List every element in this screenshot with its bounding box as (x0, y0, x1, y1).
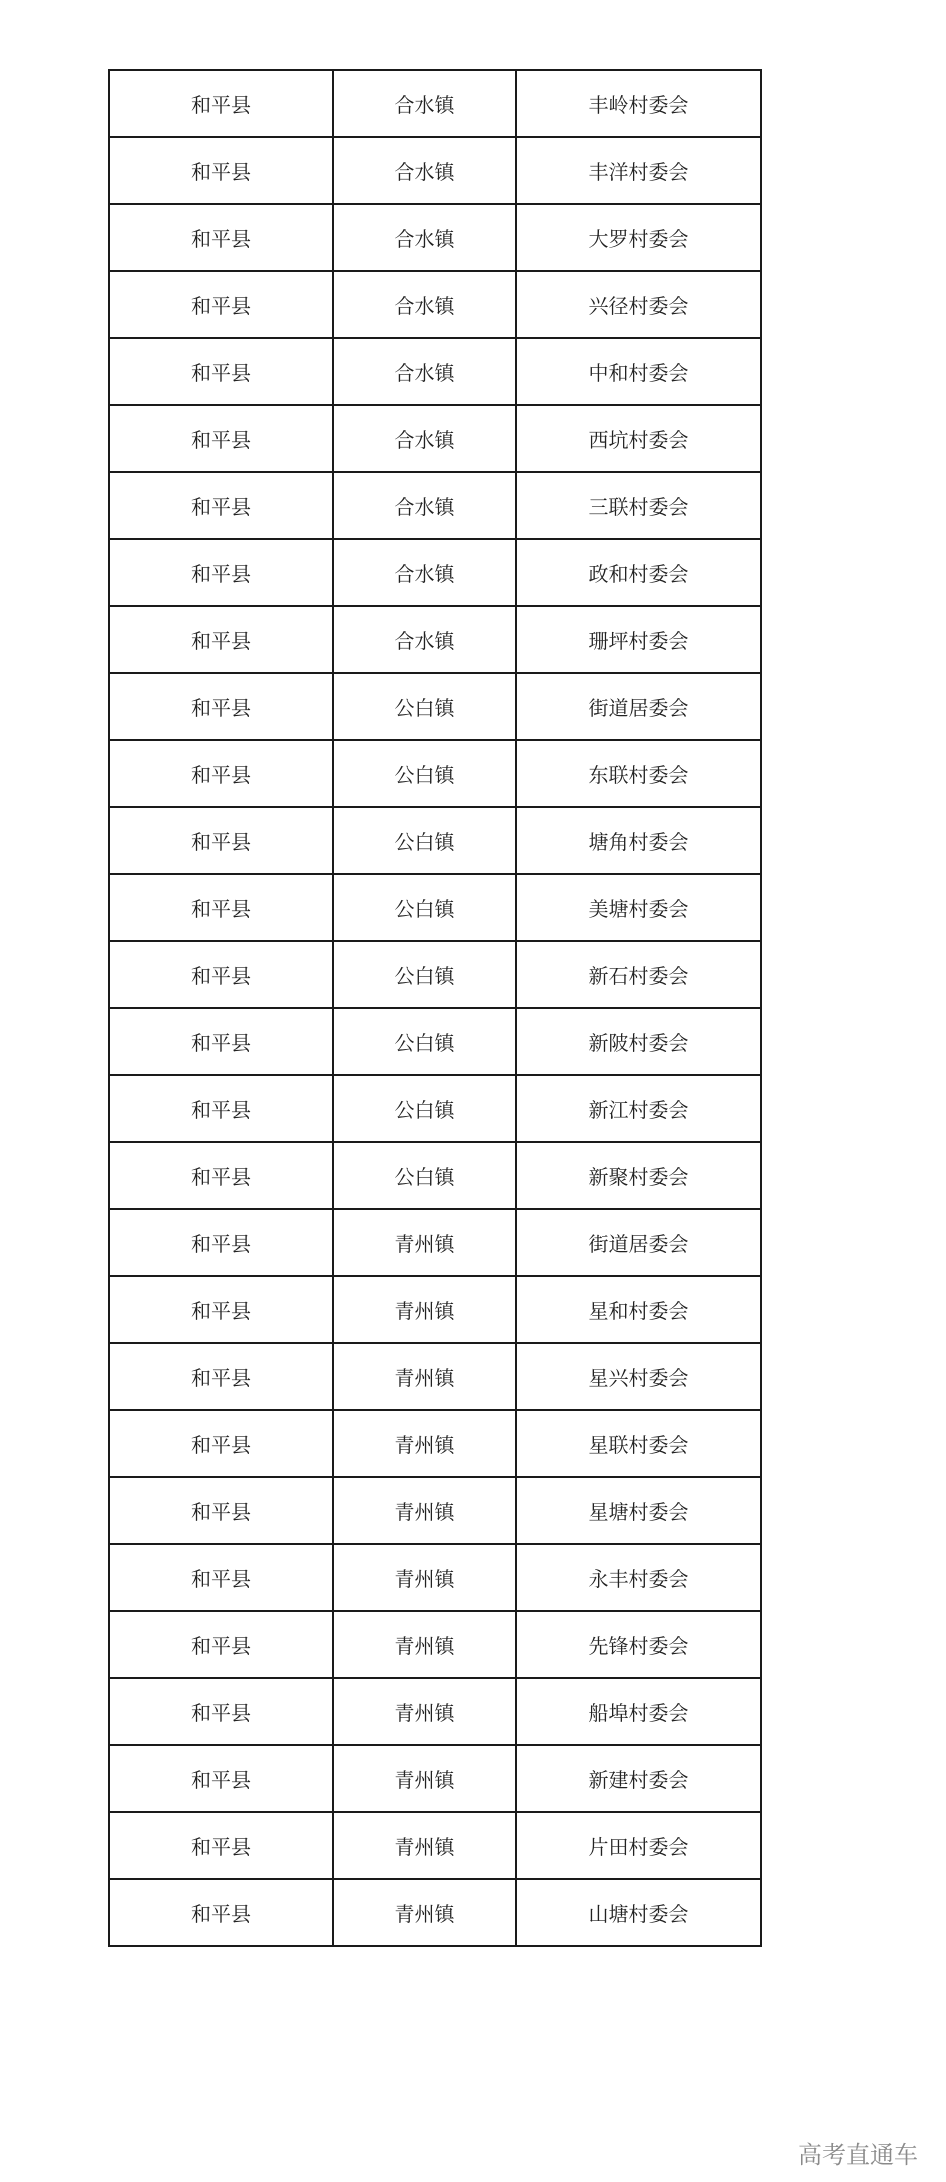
committee-cell: 新聚村委会 (516, 1142, 761, 1209)
town-cell: 合水镇 (333, 338, 516, 405)
table-row (109, 1879, 761, 1946)
town-cell: 青州镇 (333, 1477, 516, 1544)
county-cell: 和平县 (109, 1343, 333, 1410)
county-cell: 和平县 (109, 1209, 333, 1276)
committee-cell: 星塘村委会 (516, 1477, 761, 1544)
county-cell: 和平县 (109, 941, 333, 1008)
committee-cell: 东联村委会 (516, 740, 761, 807)
county-cell: 和平县 (109, 1544, 333, 1611)
committee-cell: 珊坪村委会 (516, 606, 761, 673)
table-row (109, 606, 761, 673)
town-cell: 公白镇 (333, 1075, 516, 1142)
county-cell: 和平县 (109, 338, 333, 405)
committee-cell: 星联村委会 (516, 1410, 761, 1477)
committee-cell: 永丰村委会 (516, 1544, 761, 1611)
committee-cell: 山塘村委会 (516, 1879, 761, 1946)
table-row (109, 1075, 761, 1142)
committee-cell: 新陂村委会 (516, 1008, 761, 1075)
table-row (109, 1611, 761, 1678)
town-cell: 青州镇 (333, 1544, 516, 1611)
table-row (109, 472, 761, 539)
committee-cell: 片田村委会 (516, 1812, 761, 1879)
table-row (109, 1410, 761, 1477)
county-cell: 和平县 (109, 740, 333, 807)
county-cell: 和平县 (109, 874, 333, 941)
county-cell: 和平县 (109, 1477, 333, 1544)
town-cell: 青州镇 (333, 1812, 516, 1879)
committee-cell: 美塘村委会 (516, 874, 761, 941)
town-cell: 合水镇 (333, 472, 516, 539)
town-cell: 青州镇 (333, 1343, 516, 1410)
committee-cell: 三联村委会 (516, 472, 761, 539)
county-cell: 和平县 (109, 204, 333, 271)
committee-cell: 星兴村委会 (516, 1343, 761, 1410)
town-cell: 合水镇 (333, 204, 516, 271)
table-row (109, 204, 761, 271)
town-cell: 合水镇 (333, 606, 516, 673)
table-row (109, 1544, 761, 1611)
county-cell: 和平县 (109, 1142, 333, 1209)
table-row (109, 271, 761, 338)
town-cell: 合水镇 (333, 137, 516, 204)
table-row (109, 405, 761, 472)
county-cell: 和平县 (109, 1276, 333, 1343)
table-body (109, 70, 761, 1946)
town-cell: 公白镇 (333, 941, 516, 1008)
watermark-text: 高考直通车 (798, 2141, 918, 2169)
committee-cell: 街道居委会 (516, 673, 761, 740)
table-row (109, 1477, 761, 1544)
table-row (109, 673, 761, 740)
town-cell: 合水镇 (333, 539, 516, 606)
town-cell: 青州镇 (333, 1276, 516, 1343)
committee-cell: 街道居委会 (516, 1209, 761, 1276)
county-cell: 和平县 (109, 1008, 333, 1075)
committee-cell: 新江村委会 (516, 1075, 761, 1142)
town-cell: 合水镇 (333, 70, 516, 137)
county-cell: 和平县 (109, 1410, 333, 1477)
county-cell: 和平县 (109, 271, 333, 338)
committee-cell: 西坑村委会 (516, 405, 761, 472)
committee-cell: 大罗村委会 (516, 204, 761, 271)
table-row (109, 740, 761, 807)
county-cell: 和平县 (109, 1879, 333, 1946)
town-cell: 青州镇 (333, 1678, 516, 1745)
village-committee-table (108, 69, 762, 1947)
table-row (109, 1745, 761, 1812)
table-row (109, 1008, 761, 1075)
committee-cell: 星和村委会 (516, 1276, 761, 1343)
town-cell: 青州镇 (333, 1209, 516, 1276)
town-cell: 公白镇 (333, 673, 516, 740)
table-row (109, 941, 761, 1008)
town-cell: 公白镇 (333, 1142, 516, 1209)
town-cell: 合水镇 (333, 271, 516, 338)
table-row (109, 1276, 761, 1343)
table-row (109, 1209, 761, 1276)
committee-cell: 丰岭村委会 (516, 70, 761, 137)
county-cell: 和平县 (109, 1075, 333, 1142)
table-row (109, 1343, 761, 1410)
town-cell: 公白镇 (333, 807, 516, 874)
committee-cell: 丰洋村委会 (516, 137, 761, 204)
table-row (109, 1142, 761, 1209)
county-cell: 和平县 (109, 70, 333, 137)
table-row (109, 70, 761, 137)
town-cell: 合水镇 (333, 405, 516, 472)
committee-cell: 中和村委会 (516, 338, 761, 405)
committee-cell: 兴径村委会 (516, 271, 761, 338)
county-cell: 和平县 (109, 1611, 333, 1678)
committee-cell: 塘角村委会 (516, 807, 761, 874)
town-cell: 公白镇 (333, 874, 516, 941)
county-cell: 和平县 (109, 539, 333, 606)
committee-cell: 新石村委会 (516, 941, 761, 1008)
county-cell: 和平县 (109, 472, 333, 539)
county-cell: 和平县 (109, 673, 333, 740)
committee-cell: 船埠村委会 (516, 1678, 761, 1745)
committee-cell: 新建村委会 (516, 1745, 761, 1812)
county-cell: 和平县 (109, 1812, 333, 1879)
county-cell: 和平县 (109, 405, 333, 472)
table-row (109, 1812, 761, 1879)
table-row (109, 807, 761, 874)
county-cell: 和平县 (109, 1745, 333, 1812)
town-cell: 青州镇 (333, 1611, 516, 1678)
town-cell: 公白镇 (333, 740, 516, 807)
table-row (109, 1678, 761, 1745)
town-cell: 公白镇 (333, 1008, 516, 1075)
committee-cell: 先锋村委会 (516, 1611, 761, 1678)
town-cell: 青州镇 (333, 1745, 516, 1812)
town-cell: 青州镇 (333, 1410, 516, 1477)
table-row (109, 338, 761, 405)
committee-cell: 政和村委会 (516, 539, 761, 606)
county-cell: 和平县 (109, 606, 333, 673)
county-cell: 和平县 (109, 807, 333, 874)
town-cell: 青州镇 (333, 1879, 516, 1946)
table-row (109, 137, 761, 204)
table-row (109, 539, 761, 606)
county-cell: 和平县 (109, 1678, 333, 1745)
county-cell: 和平县 (109, 137, 333, 204)
table-row (109, 874, 761, 941)
